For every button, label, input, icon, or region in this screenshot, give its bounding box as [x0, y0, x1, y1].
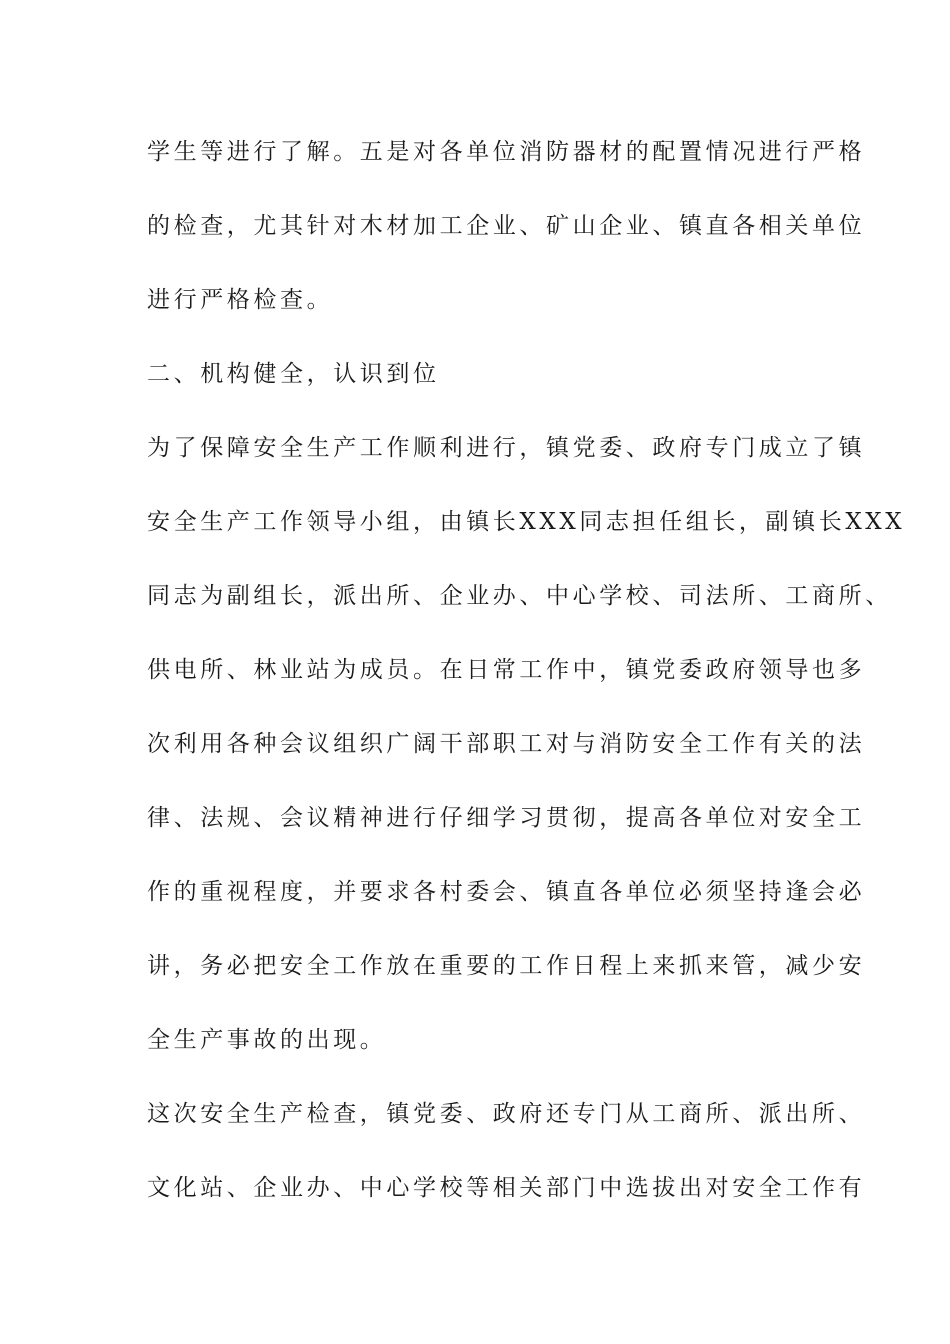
- paragraph-line: 进行严格检查。: [147, 287, 334, 313]
- paragraph-line: 供电所、林业站为成员。在日常工作中，镇党委政府领导也多: [147, 657, 866, 683]
- section-heading: 二、机构健全，认识到位: [147, 361, 440, 387]
- paragraph-line: 作的重视程度，并要求各村委会、镇直各单位必须坚持逢会必: [147, 879, 866, 905]
- paragraph-line: 这次安全生产检查，镇党委、政府还专门从工商所、派出所、: [147, 1101, 866, 1127]
- paragraph-line: 全生产事故的出现。: [147, 1027, 387, 1053]
- paragraph-line: 同志为副组长，派出所、企业办、中心学校、司法所、工商所、: [147, 583, 892, 609]
- paragraph-line: 讲，务必把安全工作放在重要的工作日程上来抓来管，减少安: [147, 953, 866, 979]
- paragraph-line: 次利用各种会议组织广阔干部职工对与消防安全工作有关的法: [147, 731, 866, 757]
- paragraph-line: 学生等进行了解。五是对各单位消防器材的配置情况进行严格: [147, 139, 866, 165]
- paragraph-line: 律、法规、会议精神进行仔细学习贯彻，提高各单位对安全工: [147, 805, 866, 831]
- paragraph-line: 为了保障安全生产工作顺利进行，镇党委、政府专门成立了镇: [147, 435, 866, 461]
- paragraph-line: 文化站、企业办、中心学校等相关部门中选拔出对安全工作有: [147, 1175, 866, 1201]
- paragraph-line: 的检查，尤其针对木材加工企业、矿山企业、镇直各相关单位: [147, 213, 866, 239]
- paragraph-line: 安全生产工作领导小组，由镇长XXX同志担任组长，副镇长XXX: [147, 509, 906, 535]
